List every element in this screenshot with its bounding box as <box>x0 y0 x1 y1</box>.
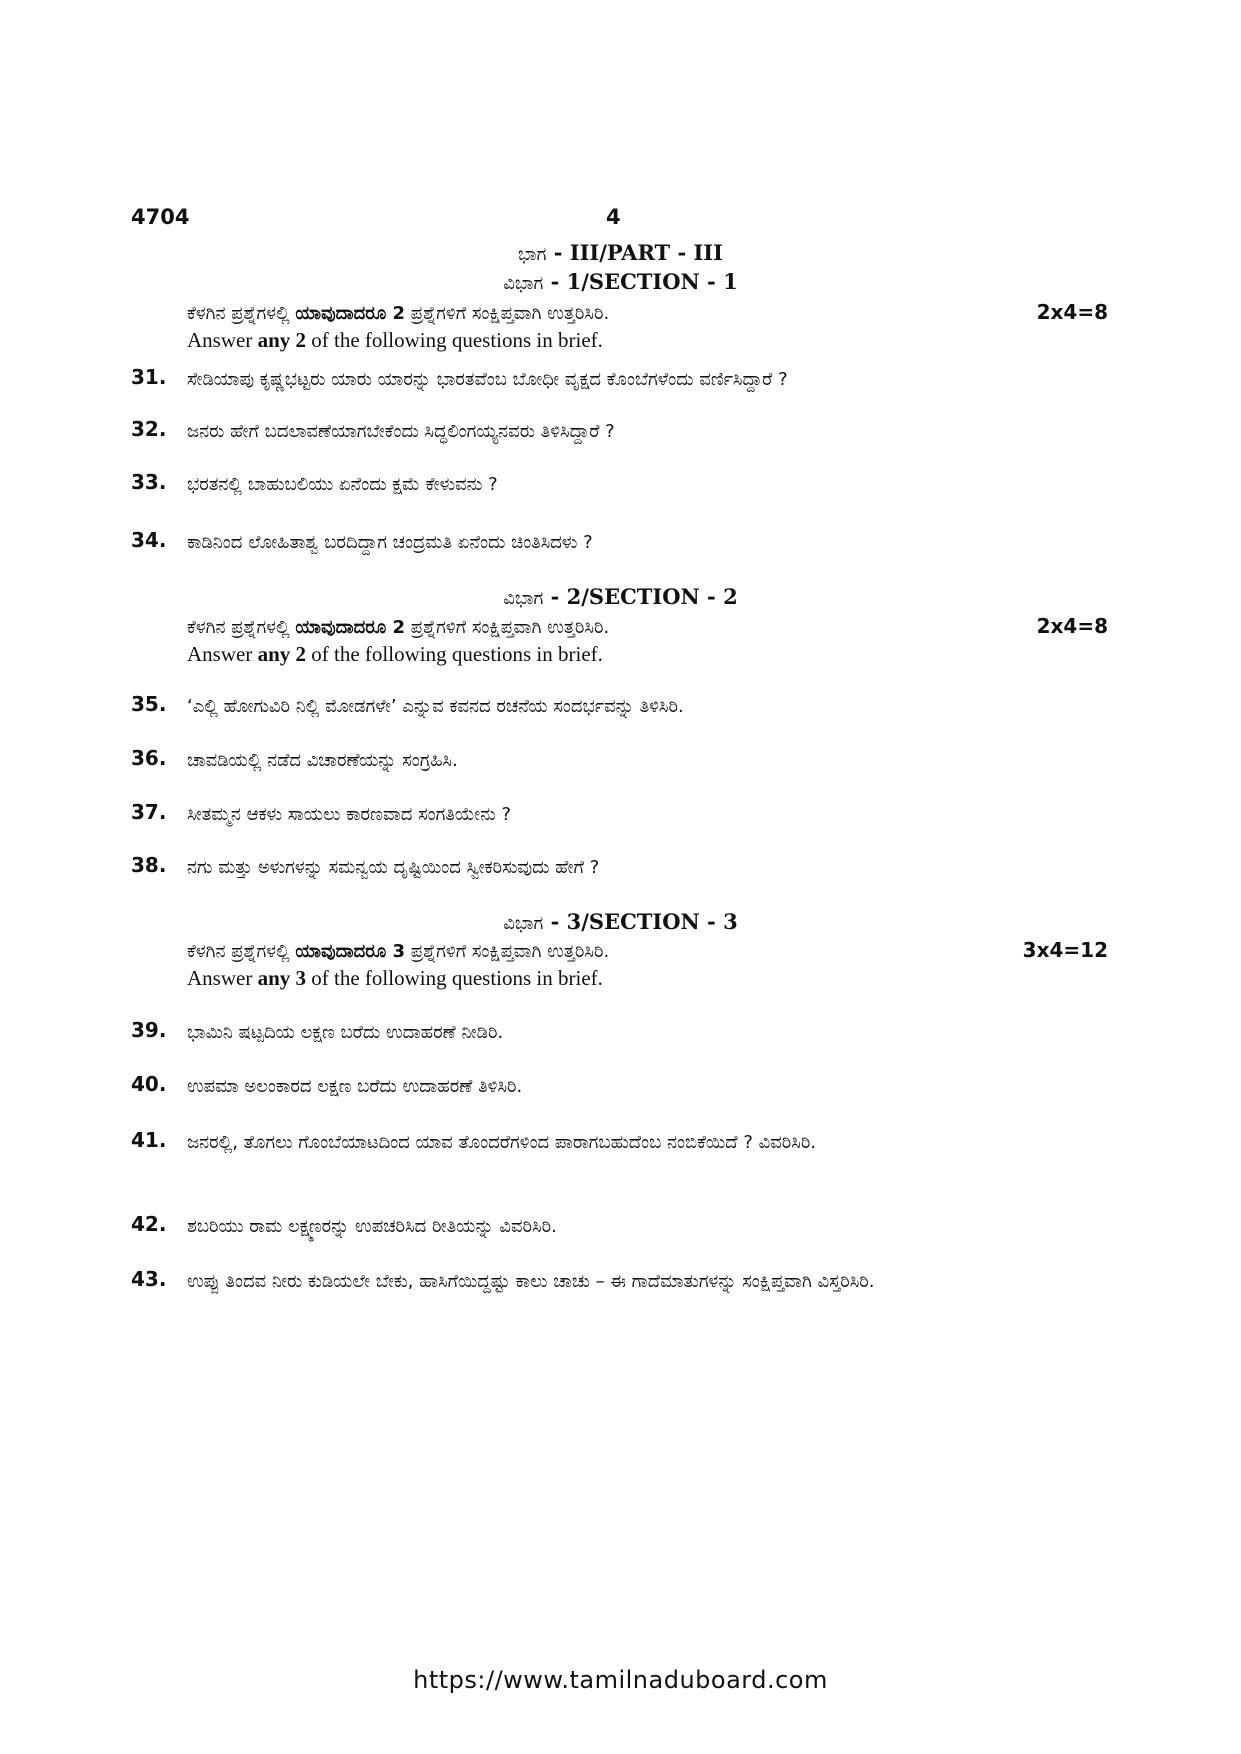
section-1-heading-en: - 1/SECTION - 1 <box>543 269 738 294</box>
section-2-heading-kn: ವಿಭಾಗ <box>503 588 544 609</box>
question-number: 34. <box>131 528 167 552</box>
question-number: 37. <box>131 800 167 824</box>
part-heading <box>0 240 1241 265</box>
section-1-heading-kn: ವಿಭಾಗ <box>503 273 544 294</box>
section-3-marks: 3x4=12 <box>1022 938 1108 962</box>
instruction-emphasis: ಯಾವುದಾದರೂ 2 <box>295 617 406 638</box>
question-text: ಜನರಲ್ಲಿ, ತೊಗಲು ಗೊಂಬೆಯಾಟದಿಂದ ಯಾವ ತೊಂದರೆಗಳಿಂದ ಪಾರಾಗಬಹುದೆಂಬ ನಂಬಿಕೆಯಿದೆ ? ವಿವರಿಸಿರಿ. <box>187 1132 817 1153</box>
section-3-instruction-kn: ಕೆಳಗಿನ ಪ್ರಶ್ನೆಗಳಲ್ಲಿ ಯಾವುದಾದರೂ 3 ಪ್ರಶ್ನೆಗಳಿಗೆ ಸಂಕ್ಷಿಪ್ತವಾಗಿ ಉತ್ತರಿಸಿರಿ. <box>187 941 610 962</box>
question-number: 36. <box>131 746 167 770</box>
section-2-marks: 2x4=8 <box>1036 614 1108 638</box>
instruction-emphasis: any 3 <box>257 966 307 990</box>
question-text: ಚಾವಡಿಯಲ್ಲಿ ನಡೆದ ವಿಚಾರಣೆಯನ್ನು ಸಂಗ್ರಹಿಸಿ. <box>187 750 458 771</box>
question-text: ಜನರು ಹೇಗೆ ಬದಲಾವಣೆಯಾಗಬೇಕೆಂದು ಸಿದ್ಧಲಿಂಗಯ್ಯನವರು ತಿಳಿಸಿದ್ದಾರೆ ? <box>187 421 615 442</box>
section-3-heading-en: - 3/SECTION - 3 <box>543 909 738 934</box>
question-number: 41. <box>131 1128 167 1152</box>
question-text: ಭರತನಲ್ಲಿ ಬಾಹುಬಲಿಯು ಏನೆಂದು ಕ್ಷಮೆ ಕೇಳುವನು ? <box>187 474 498 495</box>
footer-url: https://www.tamilnaduboard.com <box>413 1666 828 1694</box>
question-number: 38. <box>131 853 167 877</box>
section-3-heading-kn: ವಿಭಾಗ <box>503 913 544 934</box>
question-number: 31. <box>131 365 167 389</box>
question-text: ಶಬರಿಯು ರಾಮ ಲಕ್ಷ್ಮಣರನ್ನು ಉಪಚರಿಸಿದ ರೀತಿಯನ್ನು ವಿವರಿಸಿರಿ. <box>187 1216 557 1237</box>
question-number: 33. <box>131 470 167 494</box>
question-text: ನಗು ಮತ್ತು ಅಳುಗಳನ್ನು ಸಮನ್ವಯ ದೃಷ್ಟಿಯಿಂದ ಸ್ವೀಕರಿಸುವುದು ಹೇಗೆ ? <box>187 857 600 878</box>
section-1-instruction-kn: ಕೆಳಗಿನ ಪ್ರಶ್ನೆಗಳಲ್ಲಿ ಯಾವುದಾದರೂ 2 ಪ್ರಶ್ನೆಗಳಿಗೆ ಸಂಕ್ಷಿಪ್ತವಾಗಿ ಉತ್ತರಿಸಿರಿ. <box>187 303 610 324</box>
page-number: 4 <box>606 205 621 229</box>
question-number: 32. <box>131 417 167 441</box>
question-text: ಸೇಡಿಯಾಪು ಕೃಷ್ಣಭಟ್ಟರು ಯಾರು ಯಾರನ್ನು ಭಾರತವೆಂಬ ಬೋಧೀ ವೃಕ್ಷದ ಕೊಂಬೆಗಳೆಂದು ವರ್ಣಿಸಿದ್ದಾರೆ ? <box>187 369 788 390</box>
question-text: ಸೀತಮ್ಮನ ಆಕಳು ಸಾಯಲು ಕಾರಣವಾದ ಸಂಗತಿಯೇನು ? <box>187 804 512 825</box>
section-2-instruction-en: Answer any 2 of the following questions in brief. <box>187 642 603 666</box>
instruction-emphasis: any 2 <box>257 642 307 666</box>
instruction-emphasis: ಯಾವುದಾದರೂ 2 <box>295 303 406 324</box>
instruction-emphasis: ಯಾವುದಾದರೂ 3 <box>295 941 406 962</box>
question-text: ಉಪ್ಪು ತಿಂದವ ನೀರು ಕುಡಿಯಲೇ ಬೇಕು, ಹಾಸಿಗೆಯಿದ್ದಷ್ಟು ಕಾಲು ಚಾಚು – ಈ ಗಾದೆಮಾತುಗಳನ್ನು ಸಂಕ್ಷಿಪ್ತವಾಗಿ ವಿಸ್ತರಿಸಿರಿ. <box>187 1271 875 1292</box>
section-3-heading <box>0 909 1241 934</box>
section-2-heading <box>0 584 1241 609</box>
question-number: 43. <box>131 1267 167 1291</box>
part-heading-kn: ಭಾಗ <box>518 244 547 265</box>
section-1-marks: 2x4=8 <box>1036 300 1108 324</box>
instruction-emphasis: any 2 <box>257 328 307 352</box>
question-text: ‘ಎಲ್ಲಿ ಹೋಗುವಿರಿ ನಿಲ್ಲಿ ಮೋಡಗಳೇ’ ಎನ್ನುವ ಕವನದ ರಚನೆಯ ಸಂದರ್ಭವನ್ನು ತಿಳಿಸಿರಿ. <box>187 696 684 717</box>
question-number: 42. <box>131 1212 167 1236</box>
question-number: 39. <box>131 1018 167 1042</box>
paper-code: 4704 <box>131 205 190 229</box>
question-number: 35. <box>131 692 167 716</box>
question-text: ಕಾಡಿನಿಂದ ಲೋಹಿತಾಶ್ವ ಬರದಿದ್ದಾಗ ಚಂದ್ರಮತಿ ಏನೆಂದು ಚಿಂತಿಸಿದಳು ? <box>187 532 593 553</box>
question-text: ಉಪಮಾ ಅಲಂಕಾರದ ಲಕ್ಷಣ ಬರೆದು ಉದಾಹರಣೆ ತಿಳಿಸಿರಿ. <box>187 1076 523 1097</box>
question-text: ಭಾಮಿನಿ ಷಟ್ಪದಿಯ ಲಕ್ಷಣ ಬರೆದು ಉದಾಹರಣೆ ನೀಡಿರಿ. <box>187 1022 504 1043</box>
section-2-instruction-kn: ಕೆಳಗಿನ ಪ್ರಶ್ನೆಗಳಲ್ಲಿ ಯಾವುದಾದರೂ 2 ಪ್ರಶ್ನೆಗಳಿಗೆ ಸಂಕ್ಷಿಪ್ತವಾಗಿ ಉತ್ತರಿಸಿರಿ. <box>187 617 610 638</box>
section-1-heading <box>0 269 1241 294</box>
question-number: 40. <box>131 1072 167 1096</box>
section-1-instruction-en: Answer any 2 of the following questions in brief. <box>187 328 603 352</box>
section-3-instruction-en: Answer any 3 of the following questions in brief. <box>187 966 603 990</box>
section-2-heading-en: - 2/SECTION - 2 <box>543 584 738 609</box>
part-heading-en: - III/PART - III <box>546 240 723 265</box>
